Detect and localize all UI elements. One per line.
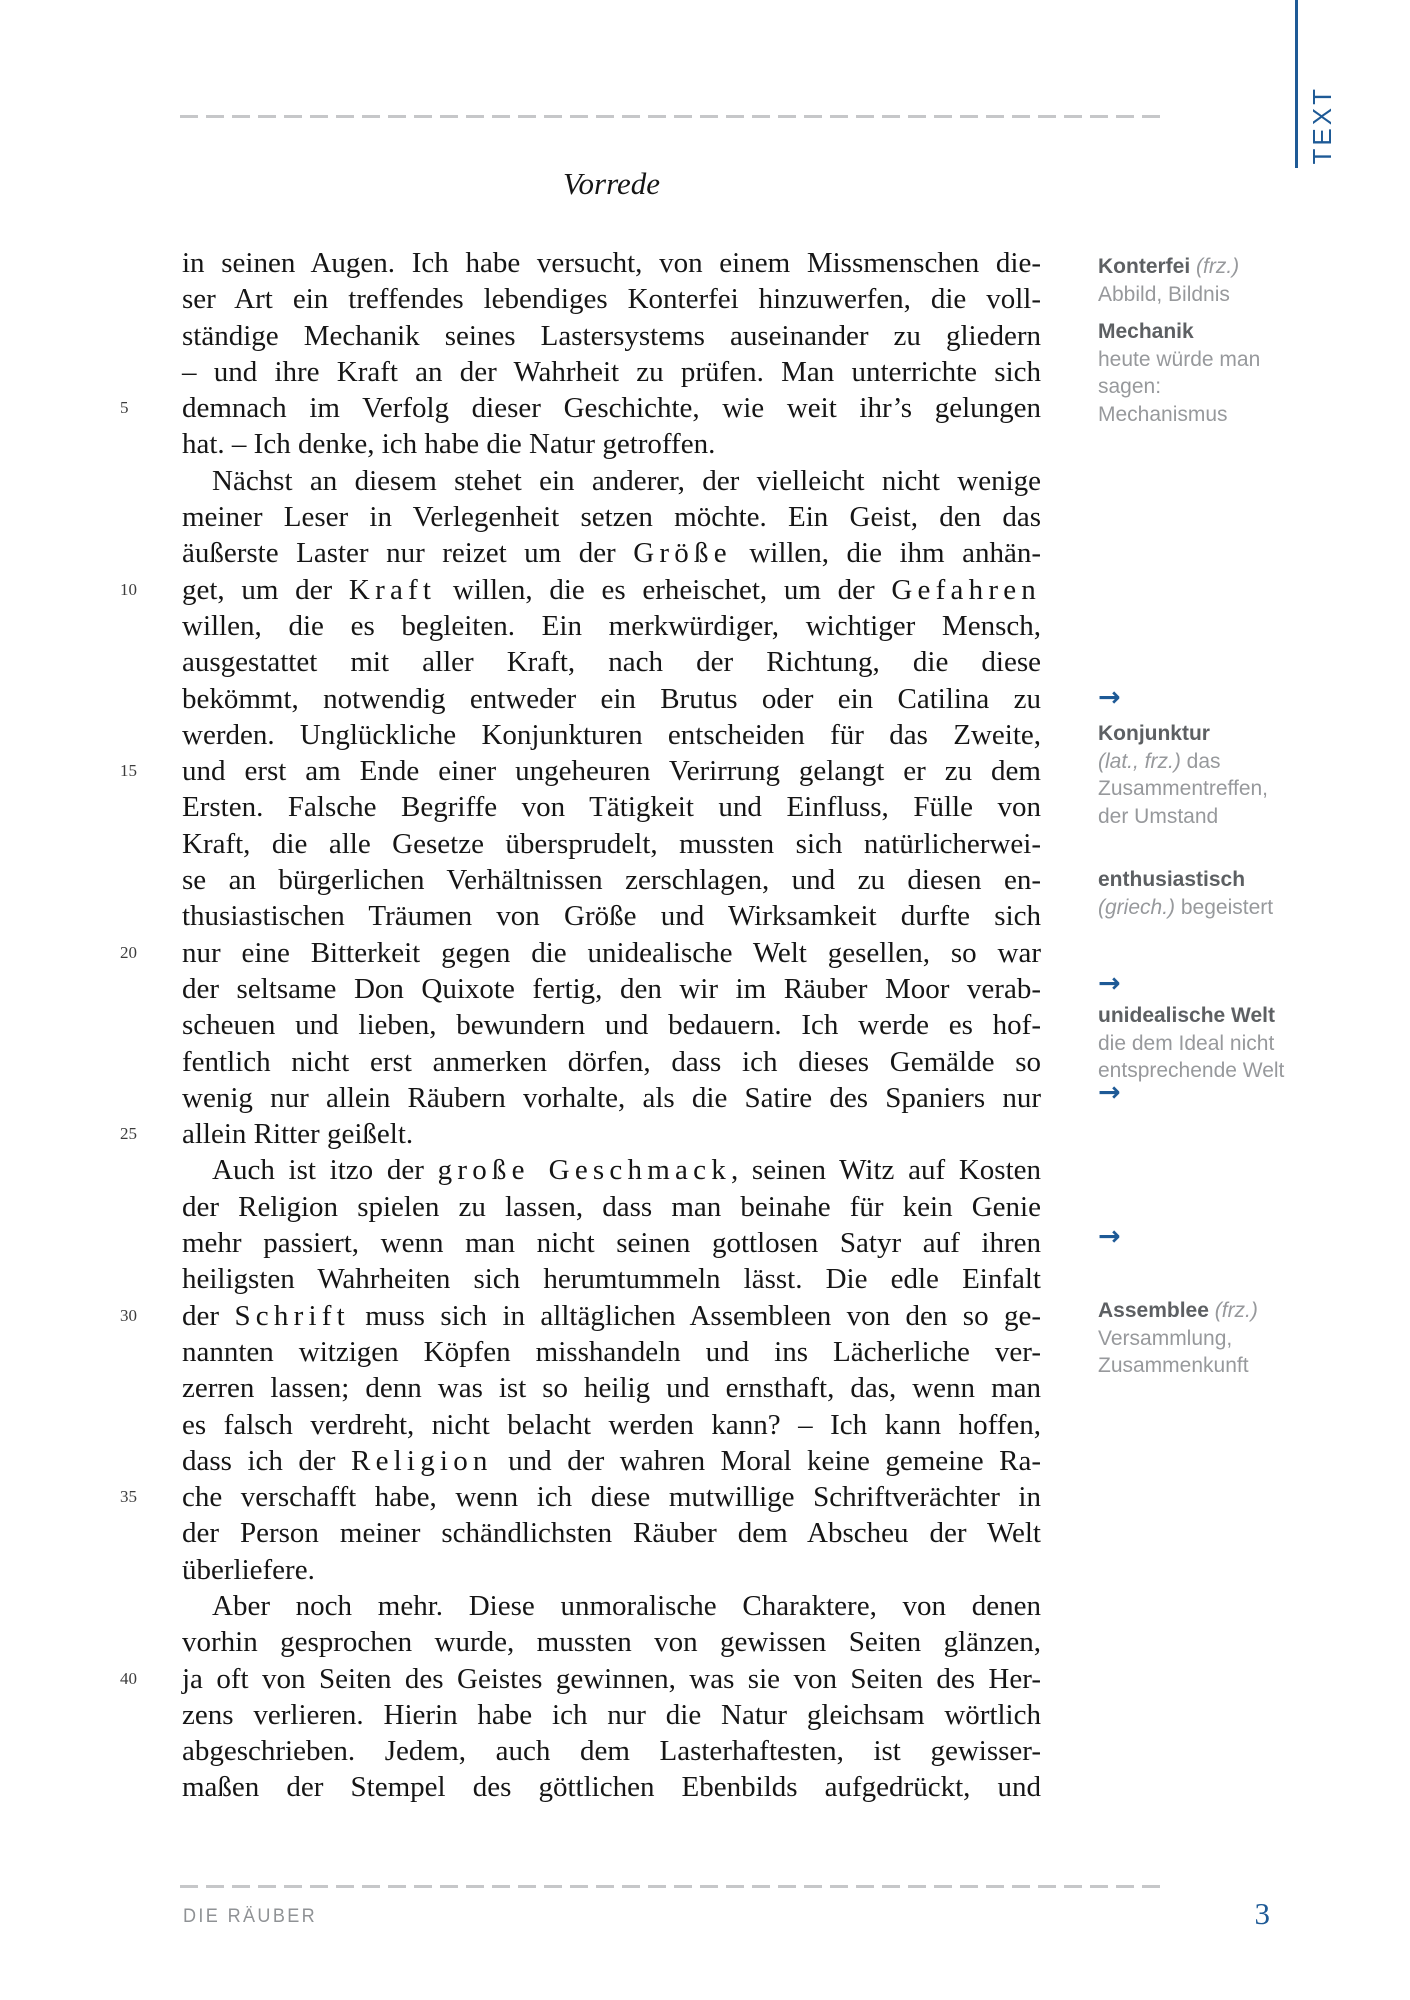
margin-note-line (1098, 346, 1320, 374)
text-line (182, 281, 1041, 317)
text-segment: hat. – Ich denke, ich habe die Natur getroffen. (182, 428, 716, 461)
text-line (182, 1044, 1041, 1080)
text-line (182, 826, 1041, 862)
margin-note-line (1098, 803, 1320, 831)
line-number: 10 (120, 579, 137, 599)
text-line (182, 789, 1041, 825)
text-line (182, 681, 1041, 717)
text-line (182, 426, 1041, 462)
text-segment: Aber noch mehr. Diese unmoralische Charaktere, von denen (212, 1589, 1041, 1622)
text-segment: get, um der (182, 573, 349, 606)
line-number: 15 (120, 761, 137, 781)
text-segment: überliefere. (182, 1553, 315, 1586)
text-line (182, 1189, 1041, 1225)
line-number: 40 (120, 1668, 137, 1688)
text-line (182, 245, 1041, 281)
glossary-term: Mechanik (1098, 320, 1194, 343)
definition-text: Mechanismus (1098, 402, 1228, 426)
margin-note-line (1098, 1297, 1320, 1325)
text-line (182, 608, 1041, 644)
text-segment: Auch ist itzo der (212, 1154, 438, 1187)
definition-text: sagen: (1098, 375, 1162, 398)
text-line (120, 390, 1041, 426)
margin-note-line (1098, 1030, 1320, 1058)
text-segment: der seltsame Don Quixote fertig, den wir im Räuber Moor verab- (182, 972, 1041, 1005)
arrow-icon: → (1098, 682, 1121, 713)
text-line (182, 1552, 1041, 1588)
text-segment: in seinen Augen. Ich habe versucht, von einem Missmenschen die- (182, 247, 1041, 279)
margin-note-line (1098, 281, 1320, 309)
text-line (120, 1298, 1041, 1334)
text-segment: ja oft von Seiten des Geistes gewinnen, was sie von Seiten des Her- (182, 1662, 1041, 1695)
text-segment: es falsch verdreht, nicht belacht werden kann? – Ich kann hoffen, (182, 1408, 1041, 1441)
text-line (182, 1225, 1041, 1261)
text-segment: – und ihre Kraft an der Wahrheit zu prüfen. Man unterrichte sich (182, 355, 1041, 388)
margin-note (1098, 318, 1320, 428)
emphasized-word: Schrift (234, 1299, 350, 1332)
text-line (182, 1697, 1041, 1733)
text-segment: dass ich der (182, 1444, 351, 1477)
text-segment: , seinen Witz auf Kosten (730, 1154, 1041, 1187)
text-segment: der (182, 1299, 235, 1332)
definition-text: die dem Ideal nicht (1098, 1031, 1275, 1055)
text-line (182, 644, 1041, 680)
text-line (182, 898, 1041, 934)
text-segment: abgeschrieben. Jedem, auch dem Lasterhaftesten, ist gewisser- (182, 1735, 1041, 1768)
line-number: 20 (120, 942, 137, 962)
text-segment: che verschafft habe, wenn ich diese mutwillige Schriftverächter in (182, 1481, 1041, 1514)
text-segment: ständige Mechanik seines Lastersystems auseinander zu gliedern (182, 319, 1041, 352)
language-tag: (griech.) (1098, 895, 1176, 919)
text-segment: thusiastischen Träumen von Größe und Wirksamkeit durfte sich (182, 900, 1041, 933)
text-segment: meiner Leser in Verlegenheit setzen möchte. Ein Geist, den das (182, 501, 1041, 534)
text-segment: und erst am Ende einer ungeheuren Verirrung gelangt er zu dem (182, 755, 1041, 788)
language-tag: (frz.) (1190, 255, 1240, 278)
body-text (120, 245, 1042, 1806)
arrow-icon: → (1098, 968, 1121, 999)
emphasized-word: Größe (633, 537, 732, 570)
emphasized-word: große Geschmack (437, 1154, 731, 1187)
definition-text: Zusammentreffen, (1098, 777, 1269, 800)
text-line (182, 318, 1041, 354)
glossary-term: enthusiastisch (1098, 868, 1246, 891)
text-line (120, 935, 1041, 971)
text-line (120, 1479, 1041, 1515)
margin-note (1098, 866, 1320, 921)
text-line (182, 971, 1041, 1007)
text-segment: se an bürgerlichen Verhältnissen zerschlagen, und zu diesen en- (182, 864, 1041, 897)
text-line (182, 1733, 1041, 1769)
definition-text: heute würde man (1098, 347, 1261, 371)
text-segment: der Religion spielen zu lassen, dass man beinahe für kein Genie (182, 1190, 1041, 1223)
text-line (182, 1152, 1041, 1188)
definition-text: Abbild, Bildnis (1098, 282, 1230, 306)
text-line (182, 463, 1041, 499)
text-segment: zerren lassen; denn was ist so heilig und ernsthaft, das, wenn man (182, 1372, 1041, 1405)
text-segment: nannten witzigen Köpfen misshandeln und ins Lächerliche ver- (182, 1335, 1041, 1368)
text-segment: nur eine Bitterkeit gegen die unidealische Welt gesellen, so war (182, 936, 1041, 969)
text-line (182, 1370, 1041, 1406)
page-number: 3 (1254, 1896, 1270, 1931)
text-segment: zens verlieren. Hierin habe ich nur die Natur gleichsam wörtlich (182, 1698, 1041, 1731)
line-number: 30 (120, 1305, 137, 1325)
margin-note (1098, 253, 1320, 308)
text-line (182, 535, 1041, 571)
margin-note-line (1098, 894, 1320, 922)
text-line (182, 1007, 1041, 1043)
text-line (120, 753, 1041, 789)
margin-note-line (1098, 253, 1320, 281)
margin-note-line (1098, 720, 1320, 748)
text-segment: wenig nur allein Räubern vorhalte, als die Satire des Spaniers nur (182, 1081, 1041, 1114)
text-segment: heiligsten Wahrheiten sich herumtummeln lässt. Die edle Einfalt (182, 1263, 1041, 1296)
text-line (182, 354, 1041, 390)
text-line (182, 1443, 1041, 1479)
text-segment: äußerste Laster nur reizet um der (182, 537, 634, 570)
text-tab-label: TEXT (1307, 86, 1337, 165)
text-segment: willen, die ihm anhän- (731, 537, 1042, 570)
text-segment: ser Art ein treffendes lebendiges Konterfei hinzuwerfen, die voll- (182, 283, 1041, 316)
line-number: 25 (120, 1124, 137, 1144)
text-line (182, 717, 1041, 753)
text-segment: Nächst an diesem stehet ein anderer, der vielleicht nicht wenige (212, 464, 1041, 497)
margin-note-line (1098, 1057, 1320, 1085)
glossary-term: Konterfei (1098, 255, 1191, 278)
text-line (182, 1624, 1041, 1660)
text-segment: willen, die es begleiten. Ein merkwürdiger, wichtiger Mensch, (182, 609, 1041, 642)
margin-note (1098, 1297, 1320, 1380)
emphasized-word: Gefahren (891, 573, 1042, 606)
margin-note (1098, 720, 1320, 830)
margin-note-line (1098, 1002, 1320, 1030)
text-line (120, 572, 1042, 608)
text-line (182, 1769, 1041, 1805)
text-line (182, 1407, 1041, 1443)
text-segment: demnach im Verfolg dieser Geschichte, wie weit ihr’s gelungen (182, 392, 1041, 425)
text-line (182, 1515, 1041, 1551)
language-tag: (frz.) (1208, 1299, 1258, 1322)
text-line (182, 499, 1041, 535)
text-segment: fentlich nicht erst anmerken dörfen, dass ich dieses Gemälde so (182, 1045, 1041, 1078)
definition-text: begeistert (1175, 895, 1274, 919)
text-segment: allein Ritter geißelt. (182, 1118, 414, 1151)
margin-note-line (1098, 1325, 1320, 1353)
text-segment: bekömmt, notwendig entweder ein Brutus oder ein Catilina zu (182, 682, 1041, 715)
margin-note-line (1098, 1352, 1320, 1380)
text-line (182, 1261, 1041, 1297)
text-line (120, 1116, 1041, 1152)
arrow-icon: → (1098, 1077, 1121, 1108)
margin-note-line (1098, 748, 1320, 776)
glossary-term: Konjunktur (1098, 722, 1210, 745)
margin-note-line (1098, 775, 1320, 803)
text-line (182, 1080, 1041, 1116)
margin-note-line (1098, 318, 1320, 346)
text-line (182, 1588, 1041, 1624)
text-segment: ausgestattet mit aller Kraft, nach der Richtung, die diese (182, 646, 1041, 679)
text-segment: willen, die es erheischet, um der (436, 573, 892, 606)
line-number: 5 (120, 398, 129, 418)
text-segment: Ersten. Falsche Begriffe von Tätigkeit und Einfluss, Fülle von (182, 791, 1041, 824)
text-tab-marker-line (1295, 0, 1298, 168)
text-line (182, 1334, 1041, 1370)
top-divider (180, 115, 1162, 118)
running-title: DIE RÄUBER (183, 1906, 318, 1927)
line-number: 35 (120, 1487, 137, 1507)
text-segment: vorhin gesprochen wurde, mussten von gewissen Seiten glänzen, (182, 1626, 1041, 1659)
glossary-term: unidealische Welt (1098, 1004, 1275, 1027)
emphasized-word: Religion (351, 1444, 493, 1477)
bottom-divider (180, 1885, 1162, 1888)
arrow-icon: → (1098, 1221, 1121, 1252)
text-segment: muss sich in alltäglichen Assembleen von den so ge- (349, 1299, 1041, 1332)
margin-note-line (1098, 866, 1320, 894)
text-segment: der Person meiner schändlichsten Räuber dem Abscheu der Welt (182, 1517, 1041, 1550)
margin-note-line (1098, 373, 1320, 401)
definition-text: Zusammenkunft (1098, 1354, 1249, 1377)
definition-text: der Umstand (1098, 804, 1219, 828)
definition-text: das (1180, 749, 1221, 773)
page-title: Vorrede (563, 166, 660, 201)
glossary-term: Assemblee (1098, 1299, 1209, 1322)
text-segment: maßen der Stempel des göttlichen Ebenbilds aufgedrückt, und (182, 1771, 1041, 1804)
margin-note-line (1098, 401, 1320, 429)
definition-text: entsprechende Welt (1098, 1059, 1285, 1082)
definition-text: Versammlung, (1098, 1326, 1233, 1350)
text-segment: mehr passiert, wenn man nicht seinen gottlosen Satyr auf ihren (182, 1227, 1041, 1260)
text-segment: Kraft, die alle Gesetze übersprudelt, mussten sich natürlicherwei- (182, 827, 1041, 860)
text-segment: scheuen und lieben, bewundern und bedauern. Ich werde es hof- (182, 1009, 1041, 1042)
text-segment: und der wahren Moral keine gemeine Ra- (492, 1444, 1041, 1477)
text-line (120, 1661, 1041, 1697)
text-line (182, 862, 1041, 898)
margin-note (1098, 1002, 1320, 1085)
language-tag: (lat., frz.) (1098, 749, 1181, 773)
emphasized-word: Kraft (348, 573, 437, 606)
text-segment: werden. Unglückliche Konjunkturen entscheiden für das Zweite, (182, 718, 1041, 751)
